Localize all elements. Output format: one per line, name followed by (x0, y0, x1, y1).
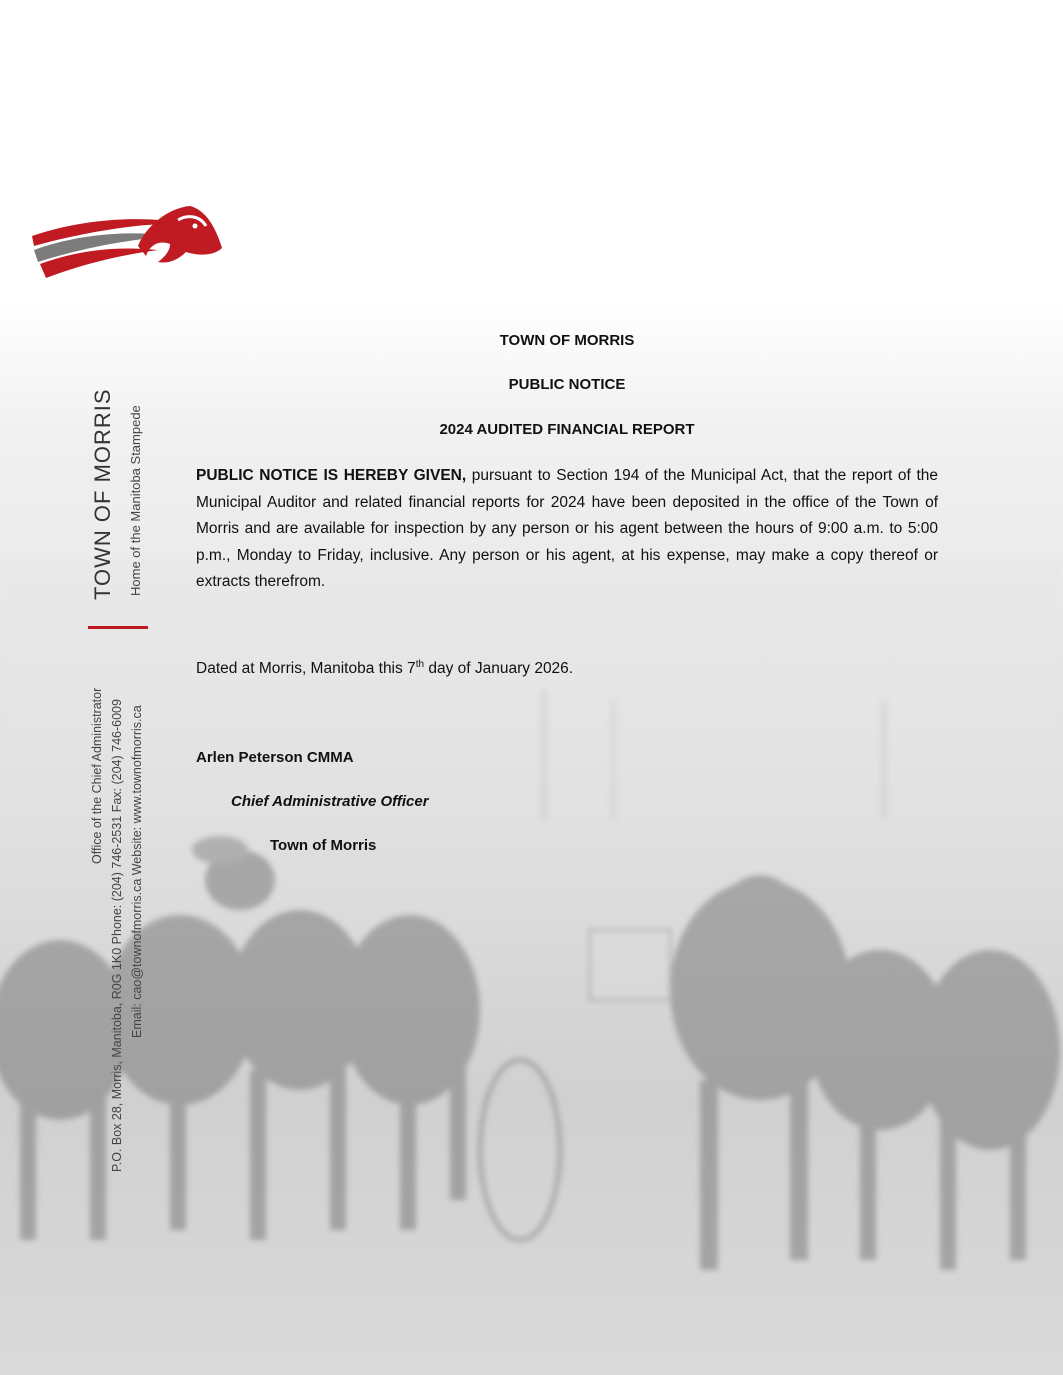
sidebar-divider (88, 626, 148, 629)
notice-heading-town: TOWN OF MORRIS (499, 332, 635, 349)
dated-prefix: Dated at Morris, Manitoba this 7 (196, 660, 416, 678)
signatory-title: Chief Administrative Officer (231, 793, 429, 810)
notice-lead: PUBLIC NOTICE IS HEREBY GIVEN, (196, 467, 467, 484)
notice-heading-report: 2024 AUDITED FINANCIAL REPORT (439, 421, 695, 438)
dated-suffix: day of January 2026. (424, 660, 574, 678)
sidebar-tagline: Home of the Manitoba Stampede (128, 405, 143, 596)
town-horse-head-logo (28, 200, 228, 285)
sidebar-address-phone: P.O. Box 28, Morris, Manitoba, R0G 1K0 Phone: (204) 746-2531 Fax: (204) 746-6009 (110, 699, 124, 1172)
dated-ordinal: th (415, 659, 425, 670)
sidebar-email-website: Email: cao@townofmorris.ca Website: www.townofmorris.ca (130, 705, 144, 1038)
signatory-name: Arlen Peterson CMMA (196, 749, 354, 766)
sidebar-town-name: TOWN OF MORRIS (90, 388, 115, 600)
dated-line (196, 659, 573, 678)
notice-body (196, 463, 938, 596)
sidebar-office: Office of the Chief Administrator (90, 687, 104, 864)
notice-heading-public-notice: PUBLIC NOTICE (508, 376, 626, 393)
notice-body-text: pursuant to Section 194 of the Municipal Act, that the report of the Municipal Auditor and related financial reports for 2024 have been deposited in the office of the Town of Morris and are available for inspection by any person or his agent between the hours of 9:00 a.m. to 5:00 p.m., Monday to Friday, inclusive. Any person or his agent, at his expense, may make a copy thereof or extracts therefrom. (196, 467, 938, 590)
signatory-organization: Town of Morris (270, 837, 377, 854)
